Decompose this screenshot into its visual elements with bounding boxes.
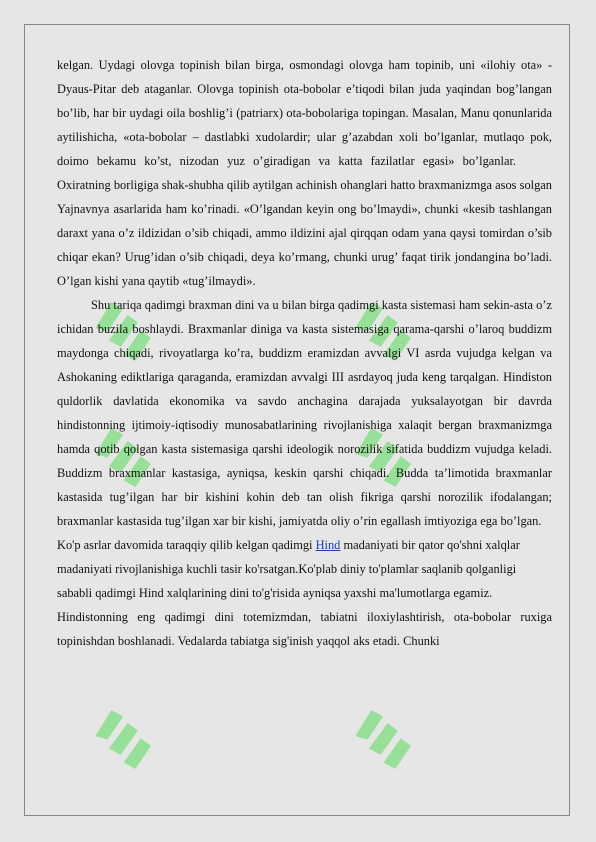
paragraph-ancestor-worship: [57, 53, 552, 293]
paragraph-text: kelgan. Uydagi olovga topinish bilan birga, osmondagi olovga ham topinib, uni «ilohiy ota» - Dyaus-Pitar deb ataganlar. Olovga topinish ota-bobolar e’tiqodi bilan juda yaqindan bog’langan bo’lib, har bir uydagi oila boshlig’i (patriarx) ota-bobolariga topingan. Masalan, Manu qonunlarida aytilishicha, «ota-bobolar – dastlabki xudolardir; ular g’azabdan xoli bo’lganlar, mutlaqo pok, doimo bekamu ko’st, nizodan yuz o’giradigan va katta fazilatlar egasi» bo’lganlar.: [57, 58, 552, 168]
paragraph-text: Oxiratning borligiga shak-shubha qilib aytilgan achinish ohanglari hatto braxmanizmga asos solgan Yajnavnya asarlarida ham ko’rinadi. «O’lgandan keyin ong bo’lmaydi», chunki «kesib tashlangan daraxt yana o’z ildizidan o’sib chiqadi, ammo ildizini ajal qirqqan odam yana qaysi tomirdan o’sib chiqar ekan? Urug’idan o’sib chiqadi, deya ko’rmang, chunki urug’ faqat tirik jondangina bo’ladi. O’lgan kishi yana qaytib «tug’ilmaydi».: [57, 178, 552, 288]
paragraph-hind-culture: [57, 533, 552, 605]
paragraph-text: Ko'p asrlar davomida taraqqiy qilib kelgan qadimgi: [57, 538, 316, 552]
watermark-logo-icon: [356, 700, 416, 790]
paragraph-totemism: Hindistonning eng qadimgi dini totemizmdan, tabiatni iloxiylashtirish, ota-bobolar ruxiga topinishdan boshlanadi. Vedalarda tabiatga sig'inish yaqqol aks etadi. Chunki: [57, 610, 552, 648]
document-body: [57, 53, 552, 653]
hind-link[interactable]: Hind: [315, 538, 341, 552]
paragraph-buddhism: Shu tariqa qadimgi braxman dini va u bilan birga qadimgi kasta sistemasi ham sekin-asta o’z ichidan buzila boshlaydi. Braxmanlar diniga va kasta sistemasiga qarama-qarshi o’laroq buddizm maydonga chiqadi, rivoyatlarga ko’ra, buddizm eramizdan avvalgi VI asrda vujudga kelgan va Ashokaning ediktlariga qaraganda, eramizdan avvalgi III asrdayoq juda keng tarqalgan. Hindiston quldorlik davlatida ekonomika va savdo anchagina darajada yuksalayotgan bir davrda hindistonning ijtimoiy-iqtisodiy munosabatlarining rivojlanishiga xalaqit bergan braxmanizmga hamda qotib qolgan kasta sistemasiga qarshi ideologik norozilik sifatida buddizm vujudga keladi. Buddizm braxmanlar kastasiga, ayniqsa, keskin qarshi chiqadi. Budda ta’limotida braxmanlar kastasida tug’ilgan har bir kishini kohin deb tan olish fikriga qarshi norozilik ifodalangan; braxmanlar kastasida tug’ilgan xar bir kishi, jamiyatda oliy o’rin egallash imtiyoziga ega bo’lgan.: [57, 298, 552, 528]
watermark-logo-icon: [96, 700, 156, 790]
paragraph-text: madaniyati bir qator qo'shni xalqlar madaniyati rivojlanishiga kuchli tasir ko'rsatgan.Ko'plab diniy to'plamlar saqlanib qolganligi sababli qadimgi Hind xalqlarining dini to'g'risida ayniqsa yaxshi ma'lumotlarga egamiz.: [57, 538, 520, 600]
